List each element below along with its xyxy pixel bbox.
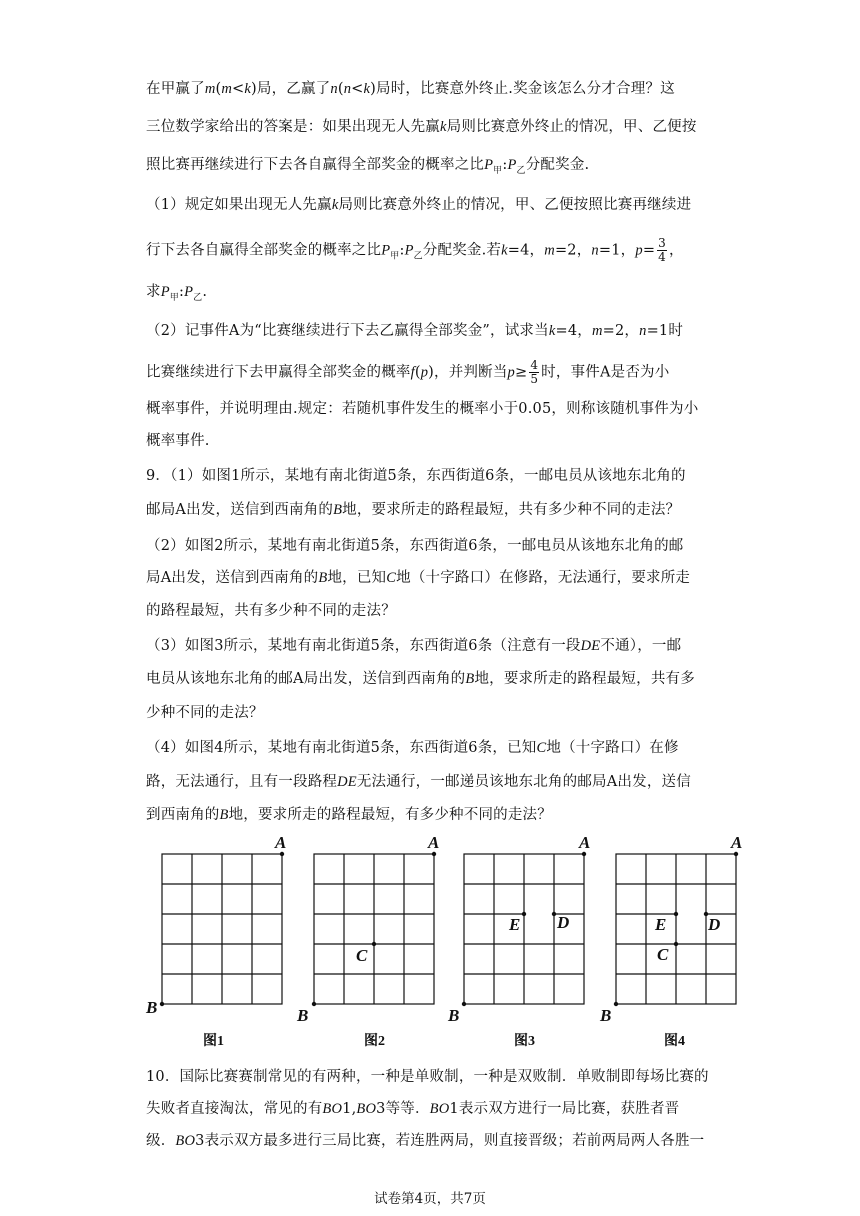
point-b-label: B — [600, 1006, 612, 1025]
question-9-line: （3）如图3所示，某地有南北街道5条，东西街道6条（注意有一段DE不通），一邮 — [146, 638, 682, 654]
point-a-label: A — [275, 833, 287, 852]
text-line: 在甲赢了m(m<k)局，乙赢了n(n<k)局时，比赛意外终止.奖金该怎么分才合理？这 — [146, 81, 675, 97]
point-c-label: C — [356, 946, 368, 965]
figure-2-caption: 图2 — [364, 1034, 385, 1049]
figure-4-grid — [612, 850, 744, 1010]
point-c-label: C — [657, 945, 669, 964]
figure-3-caption: 图3 — [514, 1034, 535, 1049]
text-line: （2）记事件A为“比赛继续进行下去乙赢得全部奖金”，试求当k=4，m=2，n=1时 — [146, 323, 684, 339]
text-line: 概率事件，并说明理由.规定：若随机事件发生的概率小于0.05，则称该随机事件为小 — [146, 401, 699, 417]
question-10-line: 10．国际比赛赛制常见的有两种，一种是单败制，一种是双败制．单败制即每场比赛的 — [146, 1069, 709, 1085]
text-line: （1）规定如果出现无人先赢k局则比赛意外终止的情况，甲、乙便按照比赛再继续进 — [146, 197, 692, 213]
figure-1-grid — [158, 850, 290, 1010]
question-9-line: 电员从该地东北角的邮A局出发，送信到西南角的B地，要求所走的路程最短，共有多 — [146, 671, 695, 687]
point-d-label: D — [708, 915, 721, 934]
point-e-label: E — [509, 915, 521, 934]
question-9-line: 到西南角的B地，要求所走的路程最短，有多少种不同的走法？ — [146, 807, 552, 823]
text-line: 比赛继续进行下去甲赢得全部奖金的概率f(p)，并判断当p≥ $\frac{4}{5}$ 时，事件A是否为小 — [146, 358, 670, 386]
question-9-line: （4）如图4所示，某地有南北街道5条，东西街道6条，已知C地（十字路口）在修 — [146, 740, 679, 756]
text-line: 求$P_甲:P_乙$. — [146, 284, 208, 303]
question-10-line: 级．BO3表示双方最多进行三局比赛，若连胜两局，则直接晋级；若前两局两人各胜一 — [146, 1133, 705, 1149]
point-a-label: A — [579, 833, 591, 852]
question-9-line: 路，无法通行，且有一段路程DE无法通行，一邮递员该地东北角的邮局A出发，送信 — [146, 774, 691, 790]
figure-4-caption: 图4 — [664, 1034, 685, 1049]
text-line: 照比赛再继续进行下去各自赢得全部奖金的概率之比$P_甲:P_乙$分配奖金. — [146, 157, 590, 176]
point-b-label: B — [146, 998, 158, 1017]
point-e-label: E — [655, 915, 667, 934]
point-d-label: D — [557, 913, 570, 932]
text-line: 三位数学家给出的答案是：如果出现无人先赢k局则比赛意外终止的情况，甲、乙便按 — [146, 119, 697, 135]
point-a-label: A — [428, 833, 440, 852]
question-10-line: 失败者直接淘汰，常见的有BO1,BO3等等．BO1表示双方进行一局比赛，获胜者晋 — [146, 1101, 680, 1117]
figure-1-caption: 图1 — [203, 1034, 224, 1049]
point-b-label: B — [297, 1006, 309, 1025]
point-a-label: A — [731, 833, 743, 852]
question-9-line: 9．（1）如图1所示，某地有南北街道5条，东西街道6条，一邮电员从该地东北角的 — [146, 468, 686, 484]
text-line: 行下去各自赢得全部奖金的概率之比$P_甲:P_乙$分配奖金.若k=4，m=2，n=1，p= $\frac{3}{4}$ ， — [146, 236, 684, 264]
figure-3-grid — [460, 850, 592, 1010]
page-footer: 试卷第4页，共7页 — [374, 1191, 486, 1207]
question-9-line: 邮局A出发，送信到西南角的B地，要求所走的路程最短，共有多少种不同的走法？ — [146, 502, 681, 518]
text-line: 概率事件. — [146, 433, 210, 449]
figure-2-grid — [310, 850, 442, 1010]
question-9-line: 局A出发，送信到西南角的B地，已知C地（十字路口）在修路，无法通行，要求所走 — [146, 570, 691, 586]
question-9-line: 少种不同的走法？ — [146, 705, 264, 721]
question-9-line: （2）如图2所示，某地有南北街道5条，东西街道6条，一邮电员从该地东北角的邮 — [146, 538, 684, 554]
point-b-label: B — [448, 1006, 460, 1025]
question-9-line: 的路程最短，共有多少种不同的走法？ — [146, 603, 396, 619]
